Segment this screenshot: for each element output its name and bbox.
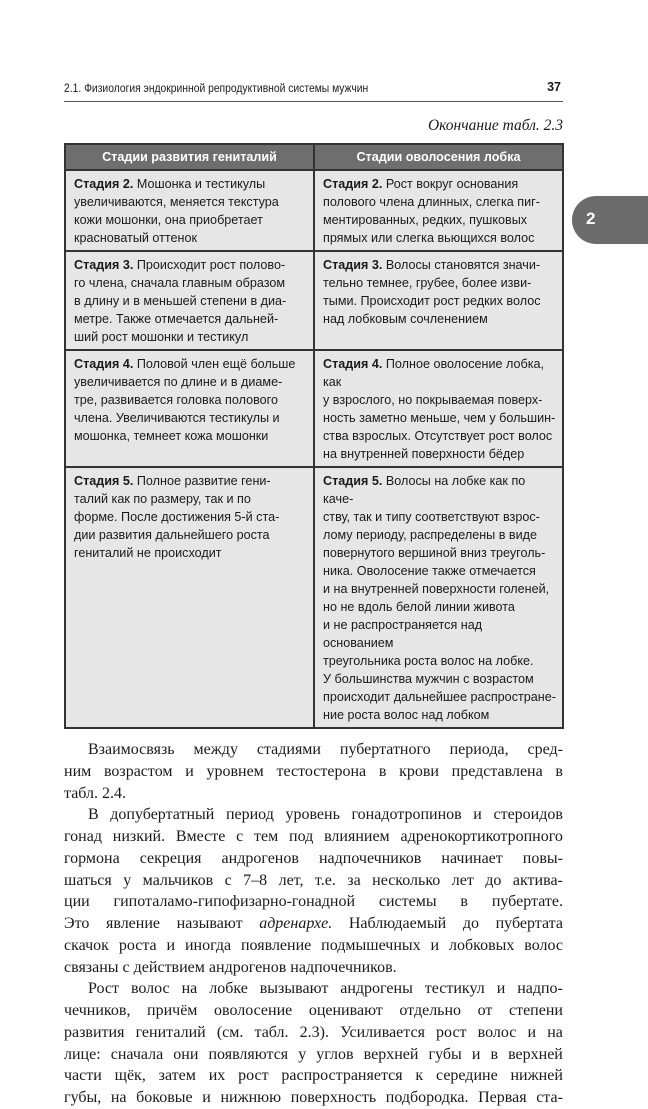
word: их [208, 1067, 226, 1085]
cell-line: над лобковым сочленением [323, 312, 488, 326]
table-cell [65, 350, 314, 467]
cell-line: ника. Оволосение также отмечается [323, 564, 536, 578]
word: Рост [88, 980, 119, 998]
word: допубертатный [110, 806, 215, 824]
word: тестикул [424, 980, 485, 998]
word: Вместе [175, 828, 226, 845]
word: середине [436, 1067, 498, 1085]
cell-line [74, 355, 307, 373]
word: распространяется [281, 1067, 403, 1085]
word: андрогенов [208, 958, 287, 976]
cell-line [323, 175, 556, 193]
stage-label: Стадия 5. [323, 474, 383, 488]
word: волос [477, 1023, 517, 1041]
cell-line: го члена, сначала главным образом [74, 276, 285, 290]
cell-line: происходит дальнейшее распростране- [323, 690, 556, 704]
word: на [547, 1023, 563, 1041]
content-flow [64, 143, 564, 1109]
cell-line: ства взрослых. Отсутствует рост волос [323, 429, 553, 443]
word: т.е. [314, 871, 336, 889]
word: сначала [110, 1045, 164, 1063]
word: в [378, 762, 387, 780]
text-line [64, 978, 563, 1000]
word: ции [64, 893, 90, 911]
stage-text: Полное оволосение лобка, как [323, 357, 548, 389]
word: лице: [64, 1045, 101, 1063]
word: нижней [510, 1067, 563, 1085]
word: 7–8 [243, 871, 268, 889]
stage-label: Стадия 4. [323, 357, 383, 371]
body-text [64, 739, 563, 1109]
cell-line: ству, так и типу соответствуют взрос- [323, 510, 540, 524]
table-cell [314, 467, 563, 728]
cell-line: и не распространяется над основанием [323, 618, 483, 650]
word: актива- [512, 871, 563, 889]
word: 2.4. [102, 784, 127, 802]
page-number: 37 [547, 80, 561, 94]
word: тем [254, 828, 279, 845]
stage-text: Происходит рост полово- [133, 258, 286, 272]
word: Взаимосвязь [88, 741, 175, 758]
word: и [430, 936, 440, 954]
word: и [185, 762, 194, 780]
word: в [555, 762, 563, 780]
word: с [224, 871, 232, 889]
text-line [64, 891, 563, 913]
word: части [64, 1067, 102, 1085]
word: табл. [64, 784, 99, 802]
word: андрогены [340, 980, 413, 998]
word: Наблюдаемый [348, 915, 447, 932]
word: поверхность [290, 1089, 377, 1106]
word: Это [64, 915, 90, 932]
stage-label: Стадия 3. [74, 258, 134, 272]
cell-line: у взрослого, но покрываемая поверх- [323, 393, 543, 407]
word: волос [524, 936, 563, 954]
cell-line: увеличиваются, меняется текстура [74, 195, 279, 209]
word: появляются [208, 1045, 289, 1063]
stage-text: Мошонка и тестикулы [133, 177, 266, 191]
text-line [64, 1000, 563, 1022]
cell-line: форме. После достижения 5-й ста- [74, 510, 280, 524]
word: верхней [363, 1045, 419, 1063]
word: шаться [64, 871, 112, 889]
table-caption: Окончание табл. 2.3 [427, 117, 563, 134]
cell-line [323, 472, 556, 508]
cell-line: прямых или слегка вьющихся волос [323, 231, 535, 245]
word: у [298, 1045, 307, 1063]
word: и [527, 1023, 537, 1041]
text-line [64, 761, 563, 783]
word: начинает [441, 849, 503, 867]
text-line [64, 1065, 563, 1087]
word: гениталий [135, 1023, 206, 1041]
word: затем [158, 1067, 196, 1085]
running-title: 2.1. Физиология эндокринной репродуктивной системы мужчин [64, 81, 369, 95]
column-header: Стадии оволосения лобка [314, 144, 563, 170]
cell-line: кожи мошонки, она приобретает [74, 213, 263, 227]
word: Первая [478, 1089, 527, 1106]
cell-line: дии развития дальнейшего роста [74, 528, 270, 542]
word: и [471, 1045, 481, 1063]
cell-line: лому периоду, распределены в виде [323, 528, 537, 542]
cell-line: тыми. Происходит рост редких волос [323, 294, 541, 308]
word: уровень [285, 806, 340, 824]
table-cell [314, 350, 563, 467]
word: представлена [451, 762, 543, 780]
word: гормона [64, 849, 120, 867]
cell-line: ментированных, редких, пушковых [323, 213, 528, 227]
table-cell [314, 251, 563, 350]
word: скачок [64, 936, 109, 954]
running-header [64, 79, 563, 102]
chapter-tab [572, 196, 648, 244]
table-cell [65, 251, 314, 350]
word: лет [451, 871, 474, 889]
stage-label: Стадия 3. [323, 258, 383, 272]
word: мальчиков [142, 871, 214, 889]
table-cell [65, 467, 314, 728]
cell-line: красноватый оттенок [74, 231, 197, 245]
cell-line [74, 175, 307, 193]
stage-label: Стадия 2. [74, 177, 134, 191]
word: и [473, 806, 482, 824]
word: развития [64, 1023, 125, 1041]
word: называют [176, 915, 243, 932]
word: с [122, 958, 130, 976]
column-header: Стадии развития гениталий [65, 144, 314, 170]
word: нижнюю [220, 1089, 282, 1106]
word: до [485, 871, 502, 889]
word: отдельно [399, 1002, 462, 1019]
cell-line [74, 256, 307, 274]
cell-line [323, 256, 556, 274]
table-cell [65, 170, 314, 251]
text-line [64, 1022, 563, 1044]
cell-line: У большинства мужчин с возрастом [323, 672, 534, 686]
text-line [64, 957, 563, 979]
word: адренокортикотропного [400, 828, 563, 845]
cell-line: члена. Увеличиваются тестикулы и [74, 411, 280, 425]
word: до [462, 915, 479, 932]
cell-line: гениталий не происходит [74, 546, 222, 560]
word: надпочечников. [290, 958, 397, 976]
cell-line: тельно темнее, грубее, более изви- [323, 276, 532, 290]
cell-line: мошонка, темнеет кожа мошонки [74, 429, 269, 443]
word: действием [133, 958, 205, 976]
word: влиянием [324, 828, 390, 845]
word: под [289, 828, 314, 845]
word: чечников, [64, 1002, 131, 1019]
word: роста [118, 936, 157, 954]
word: с [236, 828, 244, 845]
word: и [202, 1089, 211, 1106]
word: надпо- [517, 980, 563, 998]
cell-line: увеличивается по длине и в диаме- [74, 375, 283, 389]
word: боковые [136, 1089, 193, 1106]
text-line [64, 870, 563, 892]
word: ста- [536, 1089, 563, 1106]
word: пубертатного [339, 741, 431, 758]
word: в [490, 1045, 499, 1063]
cell-line: талий как по размеру, так и по [74, 492, 251, 506]
word: подбородка. [385, 1089, 469, 1106]
cell-line: и на внутренней поверхности голеней, [323, 582, 550, 596]
word: за [347, 871, 361, 889]
word: гонадотропинов [351, 806, 462, 824]
word: и [166, 936, 176, 954]
stage-text: Рост вокруг основания [382, 177, 519, 191]
word: связаны [64, 958, 119, 976]
word: секреция [139, 849, 202, 867]
word: подмышечных [321, 936, 421, 954]
word: пубертата [495, 915, 563, 932]
word: причём [147, 1002, 198, 1019]
text-line [64, 913, 563, 935]
word: между [193, 741, 238, 758]
cell-line: ность заметно меньше, чем у большин- [323, 411, 556, 425]
table-row [65, 170, 563, 251]
word: рост [436, 1023, 467, 1041]
word: низкий. [112, 828, 166, 845]
word: период [225, 806, 274, 824]
word: оволосение [214, 1002, 293, 1019]
table-row [65, 251, 563, 350]
word: углов [316, 1045, 354, 1063]
chapter-number: 2 [586, 209, 596, 228]
word: лет, [278, 871, 304, 889]
word: верхней [508, 1045, 563, 1063]
cell-line: тре, развивается головка полового [74, 393, 278, 407]
word: щёк, [114, 1067, 146, 1085]
table-row [65, 467, 563, 728]
cell-line: метре. Также отмечается дальней- [74, 312, 279, 326]
word: крови [399, 762, 439, 780]
word: они [173, 1045, 199, 1063]
word: стероидов [493, 806, 563, 824]
word: иногда [184, 936, 232, 954]
cell-line: на внутренней поверхности бёдер [323, 447, 525, 461]
stage-text: Полное развитие гени- [133, 474, 271, 488]
word: волос [130, 980, 170, 998]
word: возрастом [103, 762, 173, 780]
word: тестостерона [276, 762, 367, 780]
stage-text: Волосы становятся значи- [382, 258, 541, 272]
word: вызывают [259, 980, 329, 998]
cell-line: полового члена длинных, слегка пиг- [323, 195, 540, 209]
word: (см. [216, 1023, 244, 1041]
word: табл. [254, 1023, 289, 1041]
cell-line: ший рост мошонки и тестикул [74, 330, 249, 344]
word: от [477, 1002, 493, 1019]
stages-table [64, 143, 564, 729]
word: у [123, 871, 132, 889]
word: В [88, 806, 99, 824]
word: рост [238, 1067, 269, 1085]
word: периода, [449, 741, 509, 758]
text-line [64, 804, 563, 826]
word: гонад [64, 828, 102, 845]
cell-line: треугольника роста волос на лобке. [323, 654, 534, 668]
word: ним [64, 762, 92, 780]
table-cell [314, 170, 563, 251]
word: андрогенов [221, 849, 299, 867]
word: губы [428, 1045, 462, 1063]
word: оценивают [308, 1002, 383, 1019]
stage-label: Стадия 5. [74, 474, 134, 488]
word: Усиливается [340, 1023, 425, 1041]
italic-term: адренархе. [259, 915, 333, 932]
word: на [181, 980, 198, 998]
cell-line [323, 355, 556, 391]
cell-line [74, 472, 307, 490]
word: стадиями [256, 741, 321, 758]
word: появление [240, 936, 312, 954]
text-line [64, 848, 563, 870]
word: несколько [372, 871, 441, 889]
cell-line: повернутого вершиной вниз треуголь- [323, 546, 546, 560]
word: степени [508, 1002, 563, 1019]
word: системы [378, 893, 437, 911]
word: лобке [209, 980, 248, 998]
stage-text: Половой член ещё больше [133, 357, 296, 371]
text-line [64, 739, 563, 761]
stage-label: Стадия 4. [74, 357, 134, 371]
text-line [64, 783, 563, 805]
word: в [460, 893, 468, 911]
word: к [415, 1067, 424, 1085]
text-line [64, 826, 563, 848]
word: уровнем [206, 762, 264, 780]
word: явление [105, 915, 160, 932]
word: губы, [64, 1089, 102, 1106]
word: 2.3). [299, 1023, 329, 1041]
table-row [65, 350, 563, 467]
word: и [496, 980, 506, 998]
word: пубертате. [491, 893, 563, 911]
text-line [64, 935, 563, 957]
word: на [110, 1089, 127, 1106]
word: лобковых [449, 936, 515, 954]
word: сред- [527, 741, 563, 758]
stage-text: Волосы на лобке как по каче- [323, 474, 529, 506]
cell-line: но не вдоль белой линии живота [323, 600, 515, 614]
stage-label: Стадия 2. [323, 177, 383, 191]
cell-line: ние роста волос над лобком [323, 708, 490, 722]
word: гипоталамо-гипофизарно-гонадной [113, 893, 355, 911]
word: повы- [522, 849, 563, 867]
text-line [64, 1087, 563, 1109]
word: надпочечников [318, 849, 422, 867]
cell-line: в длину и в меньшей степени в диа- [74, 294, 287, 308]
text-line [64, 1044, 563, 1066]
